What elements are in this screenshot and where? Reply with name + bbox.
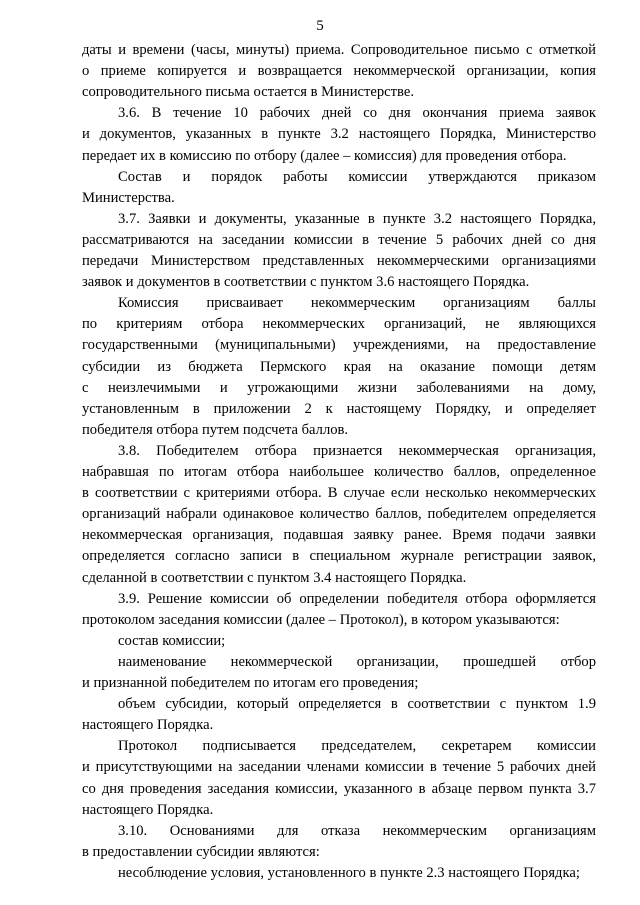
text-line: Состав и порядок работы комиссии утверждаются приказом [118,168,596,185]
text-line: объем субсидии, который определяется в соответствии с пунктом 1.9 [118,696,596,713]
text-line: 3.10. Основаниями для отказа некоммерческим организациям [118,822,596,839]
text-line: передачи Министерством представленных некоммерческими организациями [82,253,596,269]
text-line: определяется согласно записи в специальном журнале регистрации заявок, [82,548,596,565]
text-line: заявок и документов в соответствии с пунктом 3.6 настоящего Порядка. [82,274,530,291]
text-line: о приеме копируется и возвращается некоммерческой организации, копия [82,63,596,80]
text-line: и присутствующими на заседании членами комиссии в течение 5 рабочих дней [82,759,596,776]
page-number: 5 [316,18,324,34]
text-line: настоящего Порядка. [82,717,214,734]
text-line: несоблюдение условия, установленного в пункте 2.3 настоящего Порядка; [118,864,580,881]
text-line: государственными (муниципальными) учреждениями, на предоставление [82,337,596,354]
text-line: рассматриваются на заседании комиссии в течение 5 рабочих дней со дня [82,231,596,248]
text-line: и признанной победителем по итогам его проведения; [82,675,419,691]
text-line: по критериям отбора некоммерческих организаций, не являющихся [82,316,596,333]
text-line: даты и времени (часы, минуты) приема. Сопроводительное письмо с отметкой [82,42,596,58]
text-line: протоколом заседания комиссии (далее – Протокол), в котором указываются: [82,611,560,628]
text-line: настоящего Порядка. [82,801,214,818]
text-line: победителя отбора путем подсчета баллов. [82,421,349,438]
text-line: 3.6. В течение 10 рабочих дней со дня окончания приема заявок [118,105,596,122]
text-line: Комиссия присваивает некоммерческим организациям баллы [118,295,596,312]
text-line: Министерства. [82,189,175,206]
text-line: в соответствии с критериями отбора. В случае если несколько некоммерческих [82,485,596,502]
text-line: передает их в комиссию по отбору (далее – комиссия) для проведения отбора. [82,147,567,164]
text-line: и документов, указанных в пункте 3.2 настоящего Порядка, Министерство [82,126,596,143]
text-line: субсидии из бюджета Пермского края на оказание помощи детям [82,358,596,375]
text-line: со дня проведения заседания комиссии, указанного в абзаце первом пункта 3.7 [82,780,596,797]
text-line: установленным в приложении 2 к настоящему Порядку, и определяет [82,400,596,417]
text-line: 3.9. Решение комиссии об определении победителя отбора оформляется [118,590,596,607]
text-line: Протокол подписывается председателем, секретарем комиссии [118,738,596,755]
text-line: с неизлечимыми и угрожающими жизни заболеваниями на дому, [82,379,596,396]
text-line: 3.7. Заявки и документы, указанные в пункте 3.2 настоящего Порядка, [118,210,596,227]
text-line: в предоставлении субсидии являются: [82,843,320,860]
text-line: сделанной в соответствии с пунктом 3.4 настоящего Порядка. [82,569,467,586]
text-line: организаций набрали одинаковое количество баллов, победителем определяется [82,506,596,523]
text-line: сопроводительного письма остается в Министерстве. [82,84,414,101]
text-line: наименование некоммерческой организации, прошедшей отбор [118,653,596,670]
text-line: 3.8. Победителем отбора признается некоммерческая организация, [118,442,596,459]
text-line: набравшая по итогам отбора наибольшее количество баллов, определенное [82,464,596,480]
text-line: некоммерческая организация, подавшая заявку ранее. Время подачи заявки [82,527,596,544]
text-line: состав комиссии; [118,632,226,649]
